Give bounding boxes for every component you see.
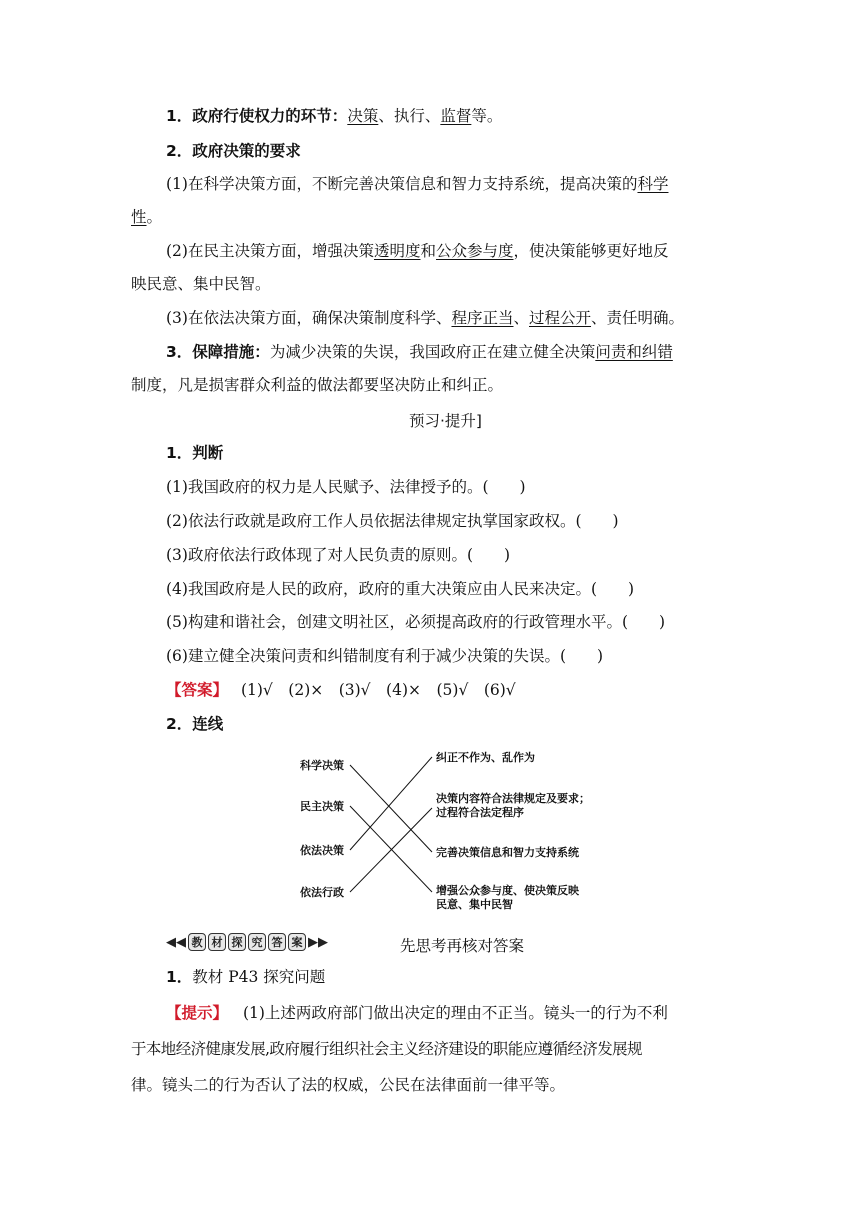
explore-heading: 1．教材 P43 探究问题 [166, 968, 326, 986]
para-scientific: (1)在科学决策方面，不断完善决策信息和智力支持系统，提高决策的科学 [166, 175, 669, 193]
banner-char: 探 [228, 933, 246, 951]
right-item: 民意、集中民智 [436, 898, 513, 911]
section-3-cont: 制度，凡是损害群众利益的做法都要坚决防止和纠正。 [131, 376, 504, 394]
match-line [350, 765, 432, 852]
match-line [350, 757, 432, 850]
banner-char: 材 [208, 933, 226, 951]
double-arrow-left-icon: ◀◀ [166, 934, 186, 950]
left-item: 科学决策 [300, 759, 344, 772]
para-democratic-cont: 映民意、集中民智。 [131, 275, 271, 293]
hint-line-3: 律。镜头二的行为否认了法的权威，公民在法律面前一律平等。 [131, 1076, 566, 1094]
preview-title: 预习·提升] [409, 412, 482, 430]
answer-tag: 【答案】 [166, 681, 229, 699]
para-legal: (3)在依法决策方面，确保决策制度科学、程序正当、过程公开、责任明确。 [166, 309, 685, 327]
matching-diagram [296, 742, 606, 922]
hint-line-1: 【提示】 (1)上述两政府部门做出决定的理由不正当。镜头一的行为不利 [166, 1004, 668, 1022]
term-decision: 决策 [347, 107, 379, 125]
answer-line [166, 680, 516, 700]
judgment-item: (2)依法行政就是政府工作人员依据法律规定执掌国家政权。( ) [166, 512, 619, 530]
left-item: 依法行政 [300, 886, 344, 899]
term-supervision: 监督 [440, 107, 472, 125]
matching-heading: 2．连线 [166, 715, 224, 733]
section-1-heading: 1．政府行使权力的环节： [166, 107, 348, 125]
para-democratic: (2)在民主决策方面，增强决策透明度和公众参与度，使决策能够更好地反 [166, 242, 669, 260]
answer-text: (1)√ (2)× (3)√ (4)× (5)√ (6)√ [240, 681, 516, 699]
section-2-heading: 2．政府决策的要求 [166, 142, 301, 160]
right-item: 完善决策信息和智力支持系统 [436, 846, 579, 859]
banner-char: 究 [248, 933, 266, 951]
banner-char: 案 [288, 933, 306, 951]
judgment-item: (1)我国政府的权力是人民赋予、法律授予的。( ) [166, 478, 526, 496]
judgment-item: (6)建立健全决策问责和纠错制度有利于减少决策的失误。( ) [166, 647, 604, 665]
section-1: 1．政府行使权力的环节：决策、执行、监督等。 [166, 107, 503, 125]
left-item: 依法决策 [300, 844, 344, 857]
judgment-item: (4)我国政府是人民的政府，政府的重大决策应由人民来决定。( ) [166, 580, 635, 598]
banner-char: 答 [268, 933, 286, 951]
para-scientific-cont: 性。 [131, 208, 163, 226]
right-item: 过程符合法定程序 [436, 806, 524, 819]
textbook-answer-banner [166, 933, 328, 951]
hint-line-2: 于本地经济健康发展,政府履行组织社会主义经济建设的职能应遵循经济发展规 [131, 1040, 642, 1058]
left-item: 民主决策 [300, 800, 344, 813]
banner-char: 教 [188, 933, 206, 951]
double-arrow-right-icon: ▶▶ [308, 934, 328, 950]
section-3: 3．保障措施：为减少决策的失误，我国政府正在建立健全决策问责和纠错 [166, 343, 673, 361]
judgment-heading: 1．判断 [166, 444, 224, 462]
right-item: 纠正不作为、乱作为 [436, 751, 535, 764]
right-item: 决策内容符合法律规定及要求； [436, 792, 590, 805]
judgment-item: (3)政府依法行政体现了对人民负责的原则。( ) [166, 546, 511, 564]
hint-tag: 【提示】 [166, 1004, 229, 1022]
section-3-heading: 3．保障措施： [166, 343, 270, 361]
right-item: 增强公众参与度、使决策反映 [436, 884, 579, 897]
banner-caption: 先思考再核对答案 [400, 937, 525, 955]
judgment-item: (5)构建和谐社会，创建文明社区，必须提高政府的行政管理水平。( ) [166, 613, 666, 631]
